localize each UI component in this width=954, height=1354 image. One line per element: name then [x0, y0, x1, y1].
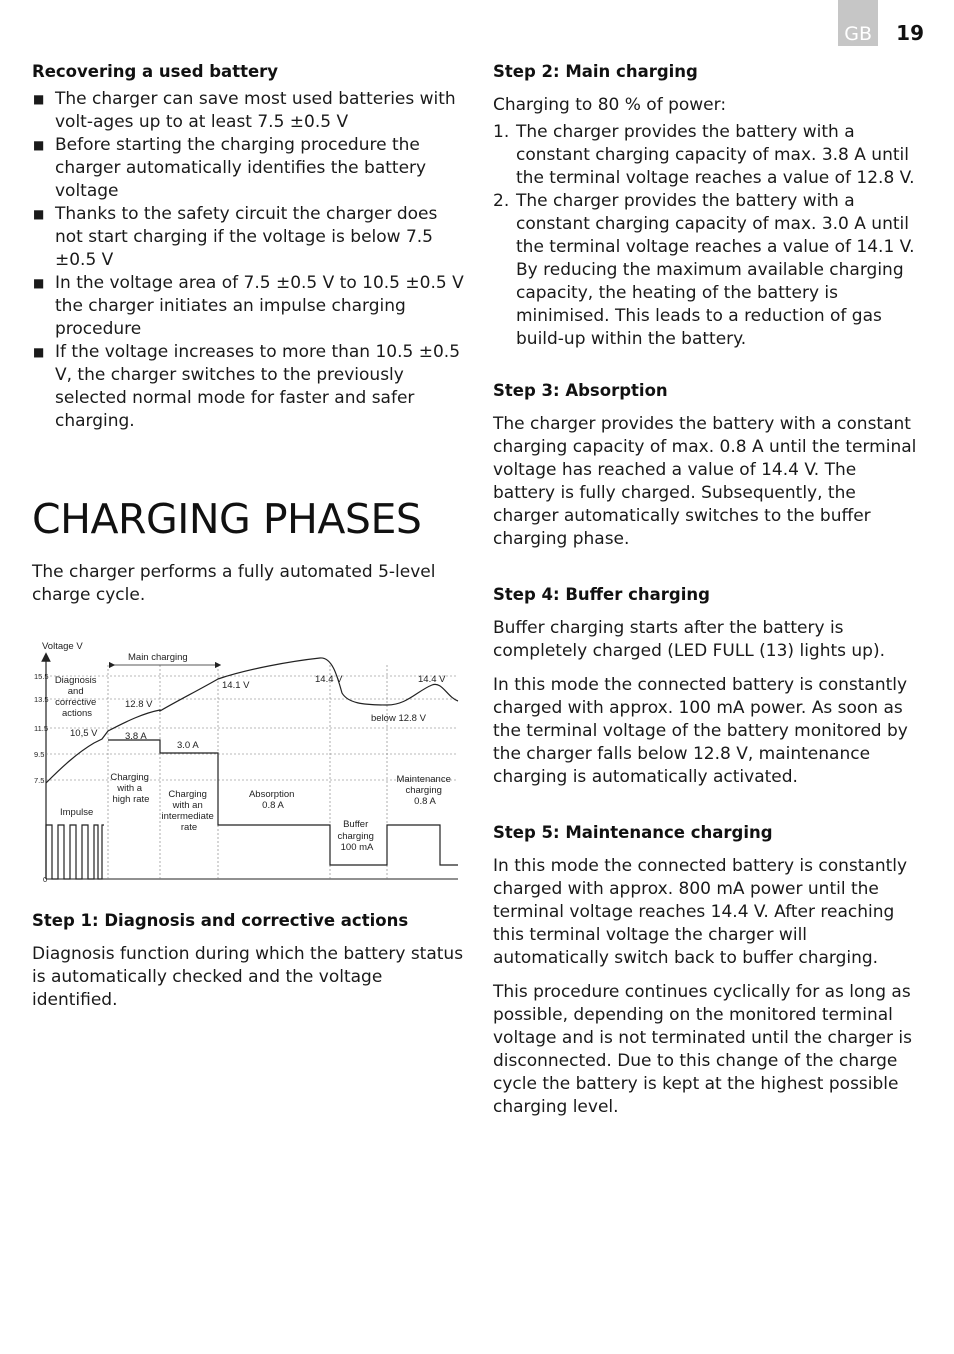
bullet-icon: ■ — [33, 276, 45, 290]
recover-heading: Recovering a used battery — [32, 62, 279, 81]
voltage-label: below 12.8 V — [371, 713, 426, 724]
voltage-label: 14.4 V — [315, 674, 343, 685]
step2-list — [493, 121, 923, 351]
bullet-text: Before starting the charging procedure the charger automatically identifies the battery voltage — [55, 135, 427, 201]
phase-label-maintenance: Maintenance charging 0.8 A — [396, 774, 451, 807]
bullet-icon: ■ — [33, 92, 45, 106]
bullet-icon: ■ — [33, 207, 45, 221]
step2-heading: Step 2: Main charging — [493, 62, 698, 81]
recover-bullet-list — [32, 88, 464, 433]
charging-phases-chart — [32, 635, 464, 885]
gridlines — [46, 665, 458, 879]
bullet-item — [32, 203, 464, 272]
step3-text: The charger provides the battery with a constant charging capacity of max. 0.8 A until the terminal voltage has reached a value of 14.4 V. The battery is fully charged. Subsequently, the charger automatically switches to the buffer charging phase. — [493, 414, 917, 549]
y-tick-label: 7.5 — [34, 776, 45, 785]
impulse-pulses — [46, 825, 104, 879]
y-tick-label: 15.5 — [34, 672, 49, 681]
y-tick-label: 9.5 — [34, 750, 45, 759]
voltage-label: 14.4 V — [418, 674, 446, 685]
item-text: The charger provides the battery with a constant charging capacity of max. 3.0 A until the terminal voltage reaches a value of 14.1 V. By reducing the maximum available charging capacity, the heating of the battery is minimised. This leads to a reduction of gas build-up within the battery. — [516, 191, 915, 349]
phase-label-intermediate-rate: Charging with an intermediate rate — [161, 789, 214, 833]
right-column — [493, 60, 923, 1119]
step4-heading: Step 4: Buffer charging — [493, 585, 710, 604]
language-tab: GB — [838, 0, 878, 46]
item-number: 2. — [493, 191, 510, 211]
step1-heading: Step 1: Diagnosis and corrective actions — [32, 911, 409, 930]
bullet-item — [32, 341, 464, 433]
bullet-item — [32, 88, 464, 134]
step4-paragraph: In this mode the connected battery is constantly charged with approx. 100 mA power. As soon as the terminal voltage of the battery monitored by the charger falls below 12.8 V, maintenance charging is automatically activated. — [493, 675, 908, 787]
y-tick-label: 11.5 — [34, 724, 49, 733]
bullet-text: In the voltage area of 7.5 ±0.5 V to 10.5 ±0.5 V the charger initiates an impulse charging procedure — [55, 273, 464, 339]
voltage-label: 12.8 V — [125, 699, 153, 710]
phase-label-diagnosis: Diagnosis and corrective actions — [54, 675, 97, 719]
step4-paragraph: Buffer charging starts after the battery is completely charged (LED FULL (13) lights up). — [493, 618, 886, 661]
y-axis-label: Voltage V — [42, 641, 83, 652]
y-tick-label: 0 — [43, 875, 48, 884]
step3-heading: Step 3: Absorption — [493, 381, 668, 400]
step2-item — [493, 121, 923, 190]
left-column — [32, 60, 464, 1012]
step1-text: Diagnosis function during which the battery status is automatically checked and the voltage identified. — [32, 944, 464, 1010]
section-title: CHARGING PHASES — [32, 495, 422, 543]
step5-paragraph: This procedure continues cyclically for as long as possible, depending on the monitored terminal voltage and is not terminated until the charger is disconnected. Due to this change of the charge cycle the battery is kept at the highest possible charging level. — [493, 982, 912, 1117]
bullet-text: The charger can save most used batteries with volt-ages up to at least 7.5 ±0.5 V — [55, 89, 456, 132]
impulse-label: Impulse — [60, 807, 94, 818]
step2-intro: Charging to 80 % of power: — [493, 95, 727, 115]
step5-heading: Step 5: Maintenance charging — [493, 823, 773, 842]
voltage-label: 14.1 V — [222, 680, 250, 691]
step2-item — [493, 190, 923, 351]
bullet-item — [32, 272, 464, 341]
bullet-icon: ■ — [33, 345, 45, 359]
bullet-item — [32, 134, 464, 203]
current-label: 3.8 A — [125, 731, 147, 742]
chart-svg — [32, 635, 464, 885]
phase-label-buffer: Buffer charging 100 mA — [337, 819, 374, 853]
page-header — [838, 0, 924, 46]
main-charging-label: Main charging — [128, 652, 188, 663]
bullet-text: Thanks to the safety circuit the charger does not start charging if the voltage is below 7.5 ±0.5 V — [55, 204, 438, 270]
phase-label-high-rate: Charging with a high rate — [110, 772, 150, 805]
phase-label-absorption: Absorption 0.8 A — [248, 789, 295, 811]
intro-paragraph: The charger performs a fully automated 5-level charge cycle. — [32, 562, 436, 605]
bullet-icon: ■ — [33, 138, 45, 152]
current-label: 3.0 A — [177, 740, 199, 751]
voltage-label: 10,5 V — [70, 728, 98, 739]
page-number: 19 — [896, 21, 924, 45]
item-text: The charger provides the battery with a constant charging capacity of max. 3.8 A until the terminal voltage reaches a value of 12.8 V. — [516, 122, 915, 188]
item-number: 1. — [493, 122, 510, 142]
y-tick-label: 13.5 — [34, 695, 49, 704]
step5-paragraph: In this mode the connected battery is constantly charged with approx. 800 mA power until the terminal voltage reaches 14.4 V. After reaching this terminal voltage the charger will automatically switch back to buffer charging. — [493, 856, 908, 968]
bullet-text: If the voltage increases to more than 10.5 ±0.5 V, the charger switches to the previously selected normal mode for faster and safer charging. — [55, 342, 461, 431]
